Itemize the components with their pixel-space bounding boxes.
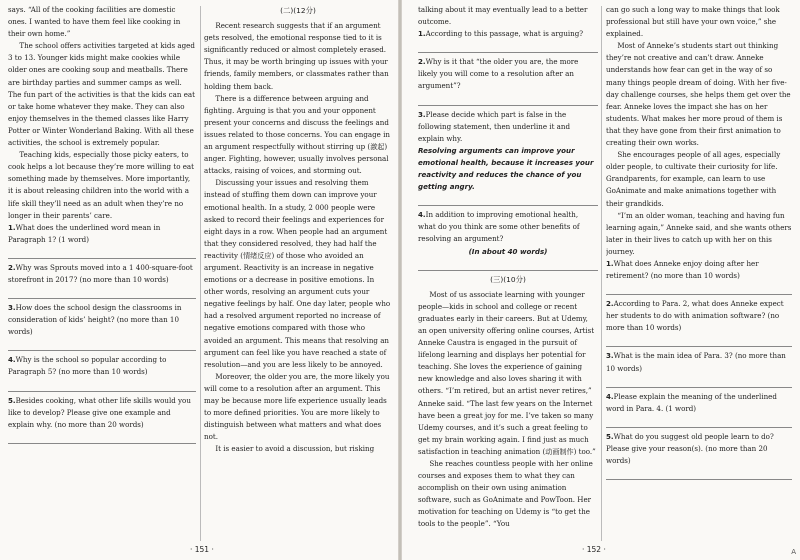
column-divider bbox=[200, 6, 201, 541]
question-4: 4.Why is the school so popular according to Paragraph 5? (no more than 10 words) bbox=[8, 355, 167, 377]
question-1: 1.According to this passage, what is arguing? bbox=[418, 29, 584, 39]
question-5: 5.What do you suggest old people learn to do? Please give your reason(s). (no more than 20 words) bbox=[606, 431, 774, 465]
page-number: · 151 · bbox=[190, 545, 214, 554]
section-heading: (二)(12分) bbox=[280, 6, 316, 15]
answer-line[interactable] bbox=[8, 381, 196, 392]
answer-line[interactable] bbox=[418, 42, 598, 53]
left-page bbox=[0, 0, 398, 560]
answer-line[interactable] bbox=[606, 336, 792, 347]
answer-line[interactable] bbox=[8, 340, 196, 351]
question-4: 4.Please explain the meaning of the underlined word in Para. 4. (1 word) bbox=[606, 391, 777, 413]
right-column-2 bbox=[606, 4, 792, 483]
right-page bbox=[402, 0, 800, 560]
answer-line[interactable] bbox=[606, 284, 792, 295]
answer-line[interactable] bbox=[8, 433, 196, 444]
question-3: 3.What is the main idea of Para. 3? (no more than 10 words) bbox=[606, 351, 786, 373]
paragraph: Moreover, the older you are, the more likely you will come to a resolution after an argument. This may be because more life experience usually leads to more defined priorities. You are more likely to distinguish between what matters and what does not. bbox=[204, 371, 390, 442]
question-1: 1.What does Anneke enjoy doing after her retirement? (no more than 10 words) bbox=[606, 258, 759, 281]
paragraph: She encourages people of all ages, especially older people, to cultivate their curiosity for life. Grandparents, for example, can learn to use GoAnimate and make animations together with their grandkids. bbox=[606, 150, 781, 208]
answer-line[interactable] bbox=[606, 469, 792, 480]
answer-line[interactable] bbox=[8, 248, 196, 259]
paragraph: can go such a long way to make things that look professional but still have your own voice,” she explained. bbox=[606, 5, 780, 39]
paragraph: She reaches countless people with her online courses and exposes them to what they can accomplish on their own using animation software, such as GoAnimate and PowToon. Her motivation for teaching on Udemy is “to get the tools to the people”. “You bbox=[418, 459, 593, 529]
question-3: 3.How does the school design the classrooms in consideration of kids’ height? (no more than 10 words) bbox=[8, 303, 182, 337]
paragraph: says. “All of the cooking facilities are domestic ones. I wanted to have them feel like cooking in their own home.” bbox=[8, 5, 181, 39]
section-heading: (三)(10分) bbox=[490, 274, 526, 284]
left-column-2 bbox=[204, 4, 392, 455]
right-column-1 bbox=[418, 4, 598, 531]
answer-line[interactable] bbox=[418, 260, 598, 271]
paragraph: Most of us associate learning with younger people—kids in school and college or recent graduates early in their careers. But at Udemy, an open university offering online courses, Artist Anneke Caustra is engaged in the pursuit of lifelong learning and displays her potential for teaching. She loves the experience of gaining new knowledge and also loves sharing it with others. “I’m retired, but an artist never retires,” Anneke said. “The last few years on the Internet have been a great joy for me. I’ve taken so many Udemy courses, and it’s such a great feeling to get my brain working again. I find just as much satisfaction in teaching animation (动画制作) too.” bbox=[418, 289, 596, 456]
question-1: 1.What does the underlined word mean in Paragraph 1? (1 word) bbox=[8, 222, 161, 244]
paragraph: Most of Anneke’s students start out thinking they’re not creative and can’t draw. Anneke understands how fear can get in the way of so many things people dream of doing. With her five-day challenge courses, she helps them get over the fear. Anneke loves the impact she has on her students. What makes her more proud of them is that they have gone from their first animation to creating their own works. bbox=[606, 41, 791, 148]
paragraph: There is a difference between arguing and fighting. Arguing is that you and your opponent present your concerns and discuss the feelings and issues related to those concerns. You can engage in an argument respectfully without stirring up (激起) anger. Fighting, however, usually involves personal attacks, raising of voices, and storming out. bbox=[204, 93, 390, 176]
page-number: · 152 · bbox=[582, 545, 606, 554]
left-column-1 bbox=[8, 4, 196, 447]
question-2: 2.According to Para. 2, what does Anneke expect her students to do with animation software? (no more than 10 words) bbox=[606, 299, 784, 333]
paragraph: Teaching kids, especially those picky eaters, to cook helps a lot because they’re more willing to eat something made by themselves. More importantly, it is about releasing children into the world with a life skill they’ll need as an adult when they’re no longer in their parents’ care. bbox=[8, 150, 195, 220]
paragraph: Discussing your issues and resolving them instead of stuffing them down can improve your emotional health. In a study, 2 000 people were asked to record their feelings and experiences for eight days in a row. When people had an argument that they considered resolved, they had half the reactivity (情绪反应) of those who avoided an argument. Reactivity is an increase in negative emotions or a decrease in positive emotions. In other words, resolving an argument cuts your negative feelings by half. One day later, people who had a resolved argument reported no increase of negative emotions compared with those who avoided an argument. This means that resolving an argument can feel like you have reached a state of resolution—and you are less likely to be annoyed. bbox=[204, 178, 391, 369]
question-5: 5.Besides cooking, what other life skills would you like to develop? Please give one example and explain why. (no more than 20 words) bbox=[8, 395, 191, 429]
answer-line[interactable] bbox=[606, 417, 792, 428]
question-3: 3.Please decide which part is false in the following statement, then underline it and explain why. bbox=[418, 109, 571, 143]
paragraph: It is easier to avoid a discussion, but risking bbox=[215, 444, 375, 454]
column-divider bbox=[601, 6, 602, 541]
answer-line[interactable] bbox=[418, 195, 598, 206]
answer-line[interactable] bbox=[418, 95, 598, 106]
corner-mark: A bbox=[791, 548, 796, 556]
question-2: 2.Why was Sprouts moved into a 1 400-square-foot storefront in 2017? (no more than 10 words) bbox=[8, 262, 193, 284]
answer-line[interactable] bbox=[606, 377, 792, 388]
question-3-statement: Resolving arguments can improve your emotional health, because it increases your reactivity and reduces the chance of you getting angry. bbox=[418, 145, 594, 192]
word-limit-hint: (In about 40 words) bbox=[468, 246, 548, 256]
paragraph: The school offers activities targeted at kids aged 3 to 13. Younger kids might make cookies while older ones are cooking soup and meatballs. There are birthday parties and summer camps as well. The fun part of the activities is that the kids can eat or take home whatever they make. They can also enjoy themselves in the themed classes like Harry Potter or Winter Wonderland Baking. With all these activities, the school is extremely popular. bbox=[8, 41, 195, 148]
question-4: 4.In addition to improving emotional health, what do you think are some other benefits of resolving an argument? bbox=[418, 210, 580, 244]
paragraph: talking about it may eventually lead to a better outcome. bbox=[418, 5, 588, 27]
question-2: 2.Why is it that “the older you are, the more likely you will come to a resolution after an argument”? bbox=[418, 57, 579, 91]
paragraph: “I’m an older woman, teaching and having fun learning again,” Anneke said, and she wants others later in their lives to catch up with her on this journey. bbox=[606, 210, 792, 256]
paragraph: Recent research suggests that if an argument gets resolved, the emotional response tied to it is significantly reduced or almost completely erased. Thus, it may be worth bringing up issues with your friends, family members, or classmates rather than holding them back. bbox=[204, 21, 389, 91]
answer-line[interactable] bbox=[8, 288, 196, 299]
